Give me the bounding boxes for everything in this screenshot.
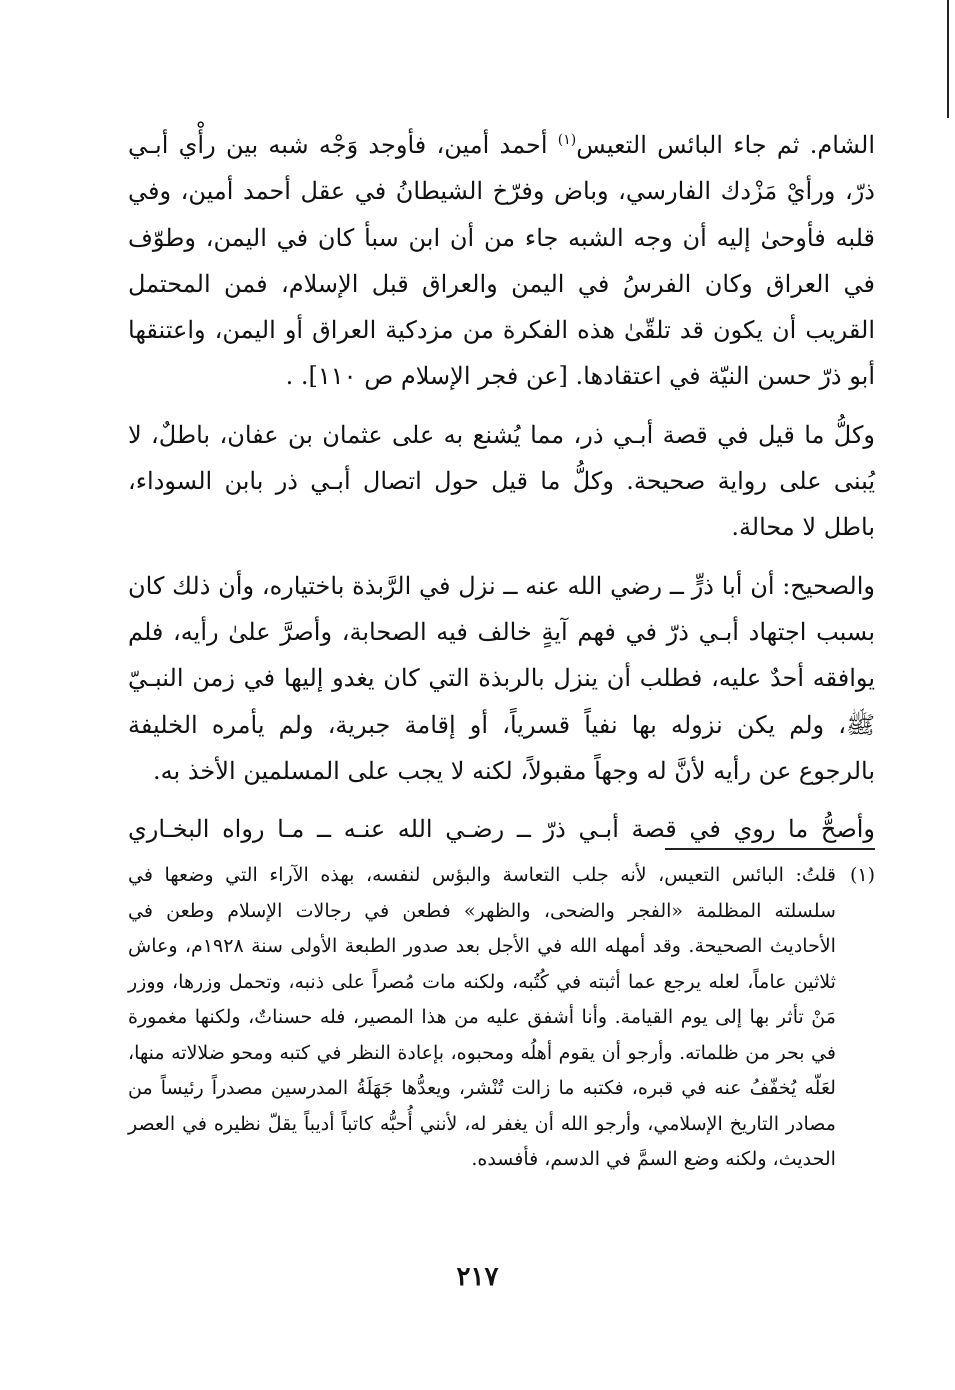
paragraph-1-text-end: أحمد أمين، فأوجد وَجْه شبه بين رأْي أبـي ذرّ، ورأيْ مَزْدك الفارسي، وباض وفرّخ الشيطانُ في عقل أحمد أمين، وفي قلبه فأوحىٰ إليه أن وجه الشبه جاء من أن ابن سبأ كان في اليمن، وطوّف في العراق وكان الفرسُ في اليمن والعراق قبل الإسلام، فمن المحتمل القريب أن يكون قد تلقّىٰ هذه الفكرة من مزدكية العراق أو اليمن، واعتنقها أبو ذرّ حسن النيّة في اعتقادها. [عن فجر الإسلام ص ١١٠]. . [128, 131, 876, 391]
page-number: ٢١٧ [456, 1262, 499, 1292]
paragraph-1 [128, 122, 875, 400]
page-body [128, 122, 876, 1170]
footnote-text: قلتُ: البائس التعيس، لأنه جلب التعاسة والبؤس لنفسه، بهذه الآراء التي وضعها في سلسلته المظلمة «الفجر والضحى، والظهر» فطعن في رجالات الإسلام وطعن في الأحاديث الصحيحة. وقد أمهله الله في الأجل بعد صدور الطبعة الأولى سنة ١٩٢٨م، وعاش ثلاثين عاماً، لعله يرجع عما أثبته في كُتُبه، ولكنه مات مُصراً على ذنبه، وتحمل وزرها، ووزر مَنْ تأثر بها إلى يوم القيامة. وأنا أشفق عليه من هذا المصير، فله حسناتٌ، ولكنها مغمورة في بحر من ظلماته. وأرجو أن يقوم أهلُه ومحبوه، بإعادة النظر في كتبه ومحو ضلالاته منها، لعَلّه يُخفّفُ عنه في قبره، فكتبه ما زالت تُنْشر، ويعدُّها جَهَلَةُ المدرسين مصدراً رئيساً من مصادر التاريخ الإسلامي، وأرجو الله أن يغفر له، لأنني أُحبُّه كاتباً أديباً يقلّ نظيره في العصر الحديث، ولكنه وضع السمَّ في الدسم، فأفسده. [128, 864, 836, 1170]
footnotes [128, 858, 875, 1178]
main-text [128, 122, 875, 852]
paragraph-3: والصحيح: أن أبا ذرٍّ ــ رضي الله عنه ــ نزل في الرَّبذة باختياره، وأن ذلك كان بسبب اجتهاد أبـي ذرّ في فهم آيةٍ خالف فيه الصحابة، وأصرَّ علىٰ رأيه، فلم يوافقه أحدٌ عليه، فطلب أن ينزل بالربذة التي كان يغدو إليها في زمن النبـيّ ﷺ، ولم يكن نزوله بها نفياً قسرياً، أو إقامة جبرية، ولم يأمره الخليفة بالرجوع عن رأيه لأنَّ له وجهاً مقبولاً، لكنه لا يجب على المسلمين الأخذ به. [128, 571, 875, 785]
footnote-reference: (١) [557, 132, 577, 148]
footnote-separator [665, 848, 875, 850]
paragraph-1-text-start: الشام. ثم جاء البائس التعيس [576, 131, 875, 159]
scan-edge-line [947, 0, 949, 118]
footnote-marker: (١) [849, 864, 875, 886]
paragraph-2: وكلُّ ما قيل في قصة أبـي ذر، مما يُشنع به على عثمان بن عفان، باطلٌ، لا يُبنى على رواية صحيحة. وكلُّ ما قيل حول اتصال أبـي ذر بابن السوداء، باطل لا محالة. [128, 420, 875, 542]
paragraph-4: وأصحُّ ما روي في قصة أبـي ذرّ ــ رضـي الله عنـه ــ مـا رواه البخـاري [128, 815, 875, 844]
footnote-1 [128, 858, 875, 1178]
